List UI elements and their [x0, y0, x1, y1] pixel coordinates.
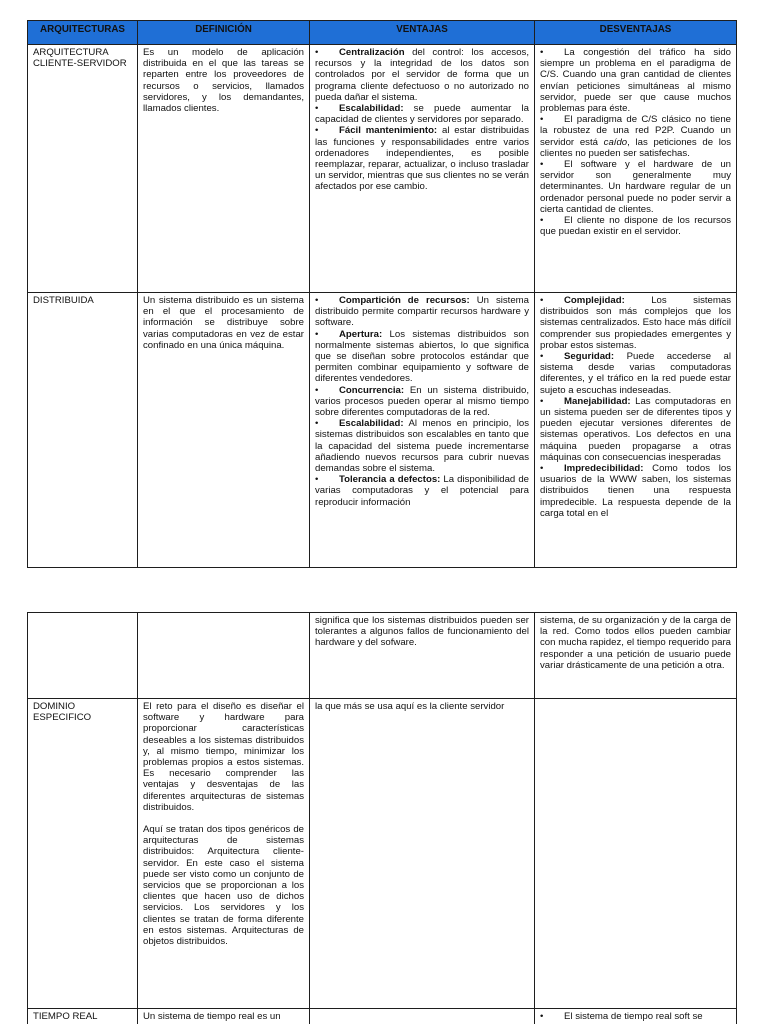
- list-item: • El software y el hardware de un servidor son generalmente muy determinantes. Un hardware regular de un ordenador personal puede no poder servir a cierta cantidad de clientes.: [540, 159, 731, 215]
- dist-definition: Un sistema distribuido es un sistema en el que el procesamiento de información se distribuye sobre varias computadoras en vez de estar confinado en una única máquina.: [138, 293, 310, 568]
- dist-disadvantages-cont: sistema, de su organización y de la carga de la red. Como todos ellos pueden cambiar con mucha rapidez, el tiempo requerido para responder a una petición de usuario puede variar drásticamente de una petición a otra.: [535, 613, 737, 699]
- list-item: • Manejabilidad: Las computadoras en un sistema pueden ser de diferentes tipos y pueden ejecutar versiones diferentes de sistemas operativos. Los defectos en una máquina pueden propagarse a otras máquinas con consecuencias inesperadas: [540, 395, 731, 463]
- list-item: • El paradigma de C/S clásico no tiene la robustez de una red P2P. Cuando un servidor está caído, las peticiones de los clientes no pueden ser satisfechas.: [540, 114, 731, 159]
- table-row-dominio-especifico: [28, 699, 737, 1009]
- list-item: • Tolerancia a defectos: La disponibilidad de varias computadoras y el potencial para reproducir información: [315, 474, 529, 508]
- dist-advantages-cont: significa que los sistemas distribuidos pueden ser tolerantes a algunos fallos de funcionamiento del hardware y del sofware.: [310, 613, 535, 699]
- cs-definition: Es un modelo de aplicación distribuida en el que las tareas se reparten entre los proveedores de recursos o servicios, llamados servidores, y los demandantes, llamados clientes.: [138, 45, 310, 293]
- list-item: • El sistema de tiempo real soft se: [540, 1011, 703, 1022]
- cs-name: ARQUITECTURA CLIENTE-SERVIDOR: [28, 45, 138, 293]
- header-ventajas: VENTAJAS: [310, 21, 535, 45]
- list-item: • Concurrencia: En un sistema distribuido, varios procesos pueden operar al mismo tiempo sobre diferentes computadoras de la red.: [315, 384, 529, 419]
- list-item: • Compartición de recursos: Un sistema distribuido permite compartir recursos hardware y software.: [315, 295, 529, 329]
- table-row-cliente-servidor: [28, 45, 737, 293]
- list-item: • Impredecibilidad: Como todos los usuarios de la WWW saben, los sistemas distribuidos tienen una respuesta impredecible. La respuesta depende de la carga total en el: [540, 463, 731, 519]
- table-header-row: [28, 21, 737, 45]
- dom-name: DOMINIO ESPECIFICO: [28, 699, 138, 1009]
- header-arquitecturas: ARQUITECTURAS: [28, 21, 138, 45]
- list-item: • Seguridad: Puede accederse al sistema desde varias computadoras diferentes, y el tráfico en la red puede estar sujeto a escuchas indeseadas.: [540, 351, 731, 396]
- header-desventajas: DESVENTAJAS: [535, 21, 737, 45]
- rt-disadvantages: [535, 1009, 737, 1024]
- dom-advantages: la que más se usa aquí es la cliente servidor: [310, 699, 535, 1009]
- dist-advantages: [310, 293, 535, 568]
- table-row-distribuida: [28, 293, 737, 568]
- dist-name: DISTRIBUIDA: [28, 293, 138, 568]
- dist-name-cont: [28, 613, 138, 699]
- architecture-table-page-2: [27, 612, 737, 1024]
- list-item: • Apertura: Los sistemas distribuidos son normalmente sistemas abiertos, lo que significa que se diseñan sobre protocolos estándar que permiten combinar equipamiento y software de diferentes vendedores.: [315, 328, 529, 385]
- dom-disadvantages: [535, 699, 737, 1009]
- list-item: • La congestión del tráfico ha sido siempre un problema en el paradigma de C/S. Cuando una gran cantidad de clientes envían peticiones simultáneas al mismo servidor, puede ser que cause muchos problemas para éste.: [540, 47, 731, 115]
- list-item: • Centralización del control: los accesos, recursos y la integridad de los datos son controlados por el servidor de forma que un programa cliente defectuoso o no autorizado no pueda dañar el sistema.: [315, 47, 529, 103]
- rt-name: TIEMPO REAL: [28, 1009, 138, 1024]
- dom-definition: El reto para el diseño es diseñar el software y hardware para proporcionar características deseables a los sistemas distribuidos y, al mismo tiempo, minimizar los problemas propios a estos sistemas. Es necesario comprender las ventajas y desventajas de las diferentes arquitecturas de sistemas distribuidos. Aquí se tratan dos tipos genéricos de arquitecturas de sistemas distribuidos: Arquitectura cliente-servidor. En este caso el sistema puede ser visto como un conjunto de servicios que se proporcionan a los clientes que hacen uso de dichos servicios. Los servidores y los clientes se tratan de forma diferente en estos sistemas. Arquitecturas de objetos distribuidos.: [138, 699, 310, 1009]
- header-definicion: DEFINICIÓN: [138, 21, 310, 45]
- list-item: • Fácil mantenimiento: al estar distribuidas las funciones y responsabilidades entre varios ordenadores independientes, es posible reemplazar, reparar, actualizar, o incluso trasladar un servidor, mientras que sus clientes no se verán afectados por ese cambio.: [315, 125, 529, 193]
- architecture-table-page-1: [27, 20, 737, 568]
- cs-disadvantages: [535, 45, 737, 293]
- dist-disadvantages: [535, 293, 737, 568]
- table-row-distribuida-cont: [28, 613, 737, 699]
- list-item: • Escalabilidad: se puede aumentar la capacidad de clientes y servidores por separado.: [315, 103, 529, 126]
- rt-definition: Un sistema de tiempo real es un: [138, 1009, 310, 1024]
- list-item: • Complejidad: Los sistemas distribuidos son más complejos que los sistemas centralizados. Esto hace más difícil comprender sus propiedades emergentes y probar estos sistemas.: [540, 295, 731, 351]
- cs-advantages: [310, 45, 535, 293]
- list-item: • Escalabilidad: Al menos en principio, los sistemas distribuidos son escalables en tanto que la capacidad del sistema puede incrementarse añadiendo nuevos recursos para cubrir nuevas demandas sobre el sistema.: [315, 418, 529, 475]
- dist-definition-cont: [138, 613, 310, 699]
- rt-advantages: [310, 1009, 535, 1024]
- list-item: • El cliente no dispone de los recursos que puedan existir en el servidor.: [540, 215, 731, 238]
- table-row-tiempo-real: [28, 1009, 737, 1024]
